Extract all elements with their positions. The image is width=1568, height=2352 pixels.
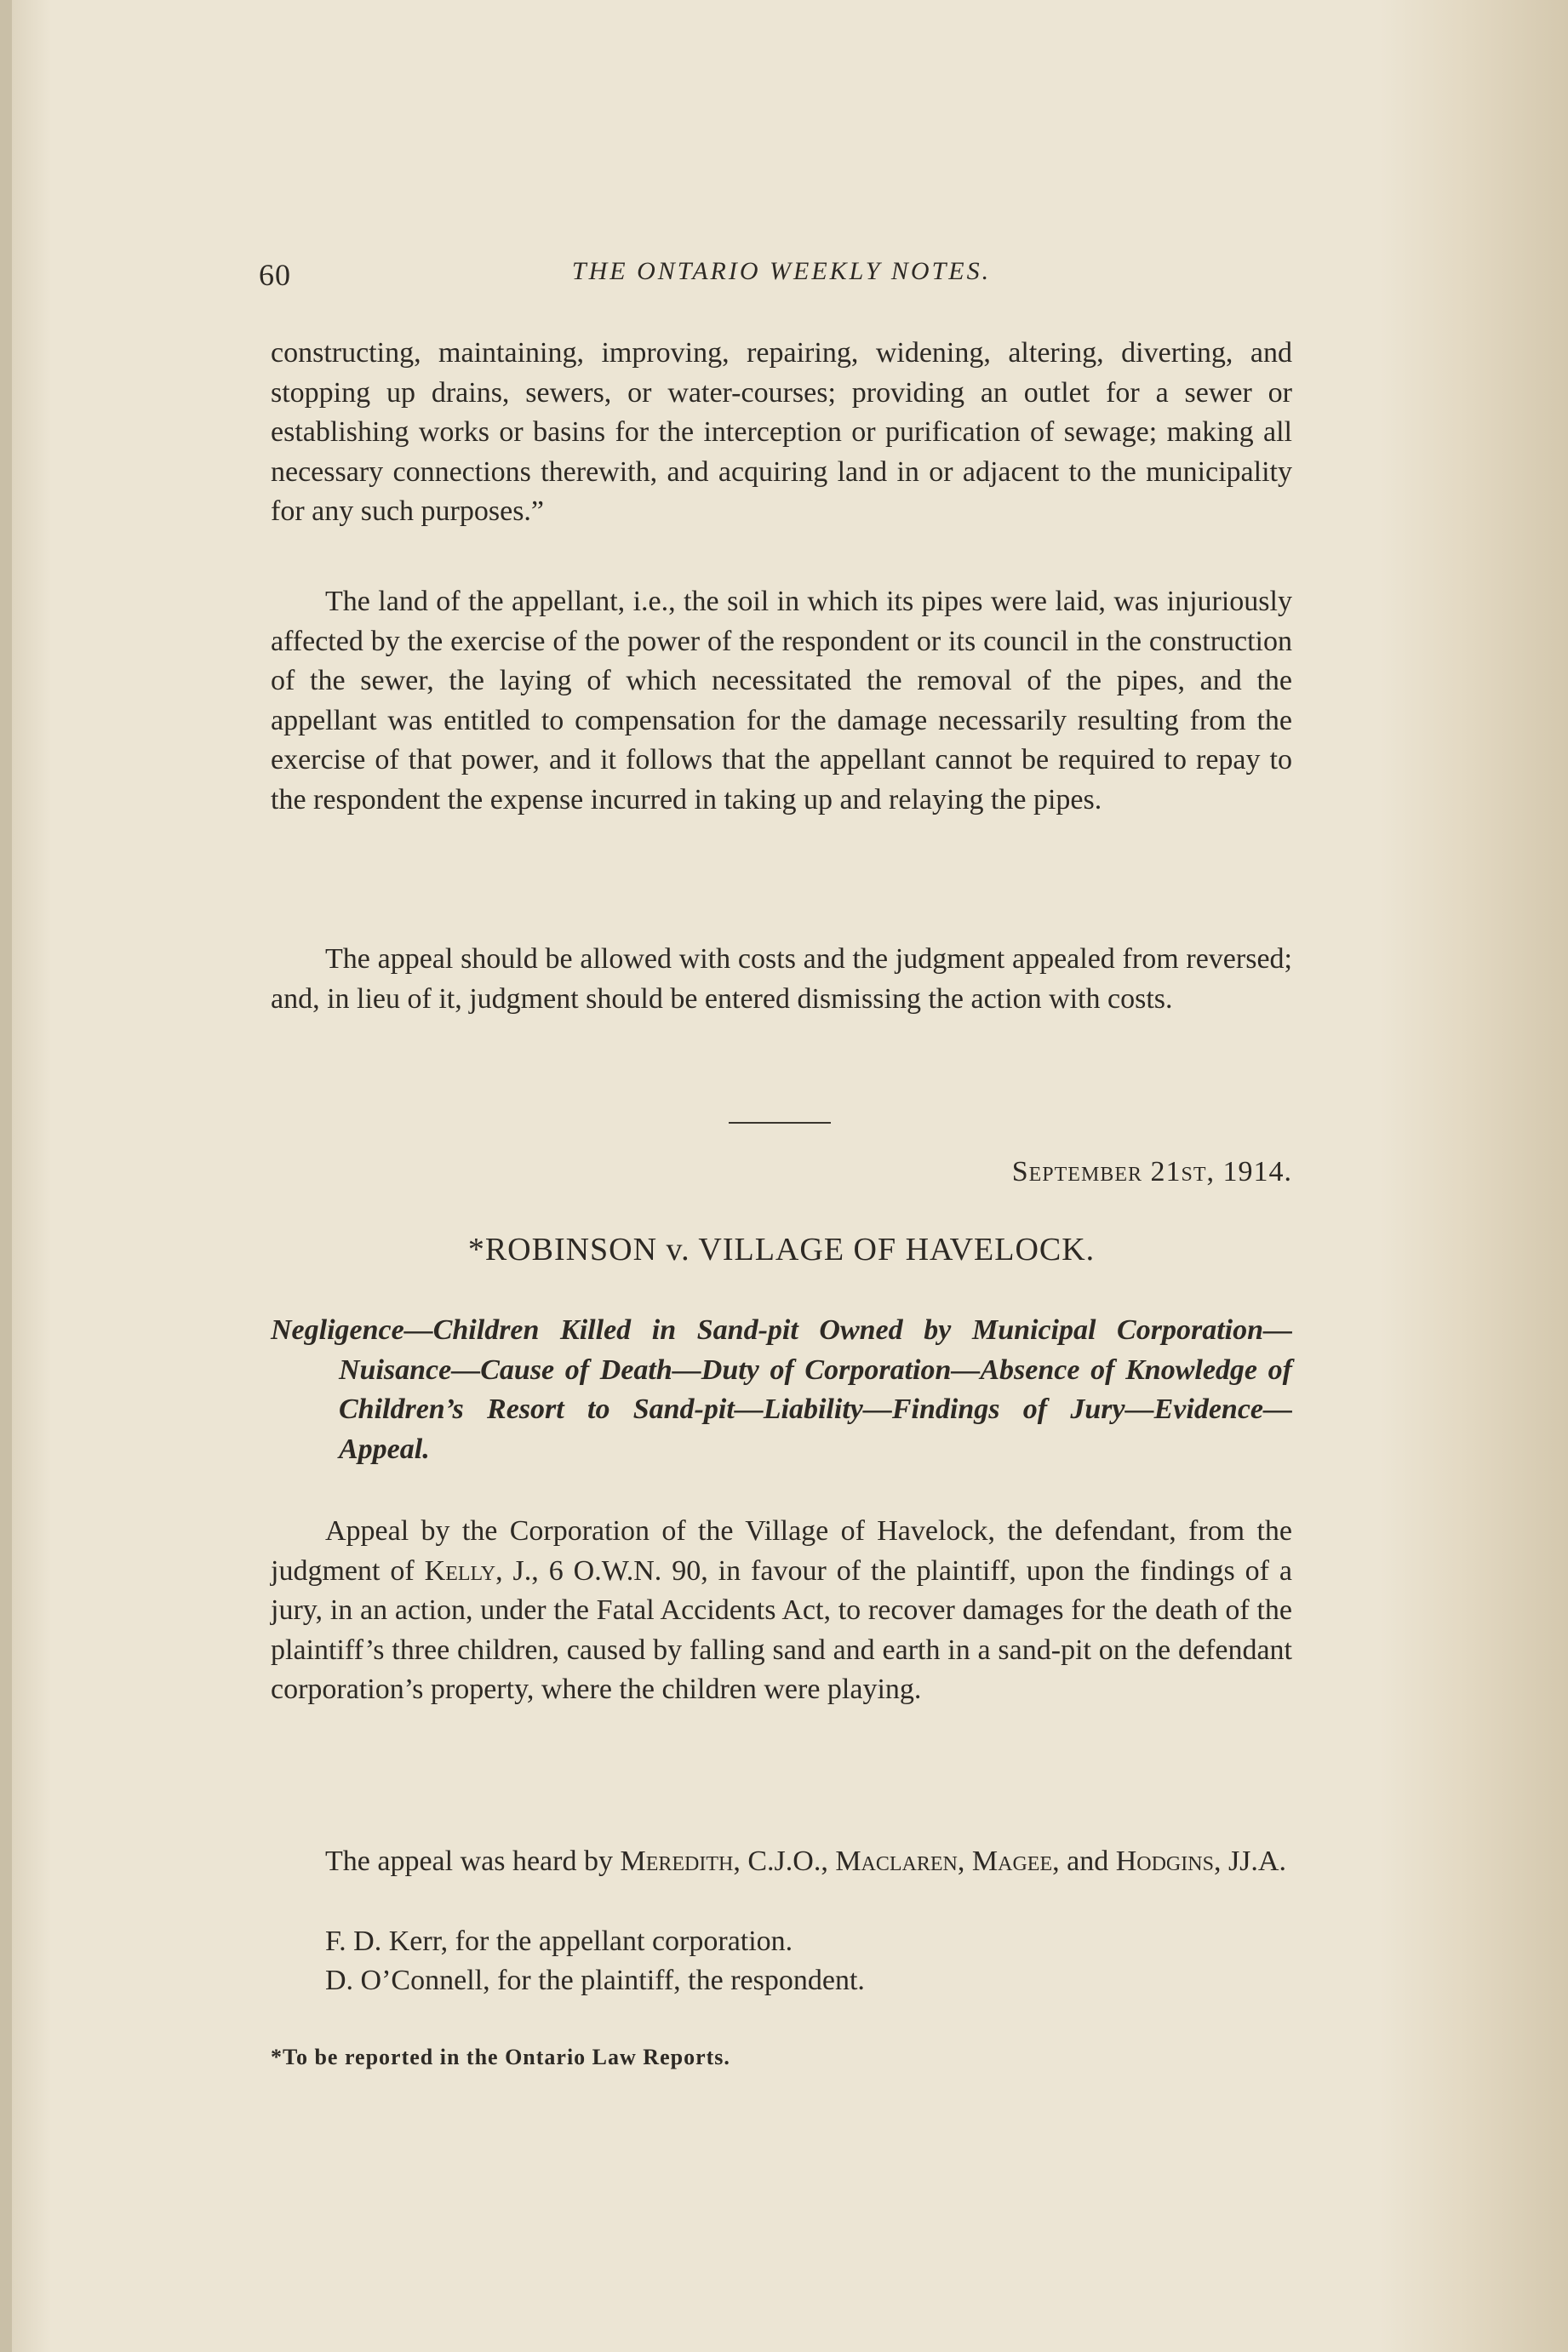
footnote: *To be reported in the Ontario Law Reports. <box>271 2045 730 2069</box>
page-header <box>259 257 1292 300</box>
body-paragraph-conclusion: The appeal should be allowed with costs and the judgment appealed from reversed; and, in lieu of it, judgment should be entered dismissing the action with costs. <box>271 943 1292 1015</box>
counsel-appellant: F. D. Kerr, for the appellant corporation. <box>325 1926 793 1957</box>
body-paragraph-compensation: The land of the appellant, i.e., the soil in which its pipes were laid, was injuriously affected by the exercise of the power of the respondent or its council in the construction of the sewer, the laying of which necessitated the removal of the pipes, and the appellant was entitled to compensation for the damage necessarily resulting from the exercise of that power, and it follows that the appellant cannot be required to repay to the respondent the expense incurred in taking up and relaying the pipes. <box>271 586 1292 815</box>
heard-text-1: The appeal was heard by <box>325 1846 621 1877</box>
page-number: 60 <box>259 258 291 292</box>
appeal-text-start: Appeal by the Corporation of the Village of Havelock, the defendant, from the judgment of <box>271 1515 1292 1587</box>
judge-name: Hodgins <box>1115 1846 1214 1877</box>
appeal-paragraph <box>271 1512 1292 1710</box>
case-title: *ROBINSON v. VILLAGE OF HAVELOCK. <box>467 1232 1096 1268</box>
decision-date: September 21st, 1914. <box>1011 1156 1292 1187</box>
heard-text-3: , <box>957 1846 972 1877</box>
page-gutter-edge <box>0 0 12 2352</box>
appeal-text-end: , J., 6 O.W.N. 90, in favour of the plaintiff, upon the findings of a jury, in an action, under the Fatal Accidents Act, to recover damages for the death of the plaintiff’s three children, caused by falling sand and earth in a sand-pit on the defendant corporation’s property, where the children were playing. <box>271 1554 1292 1706</box>
body-paragraph-continued: constructing, maintaining, improving, repairing, widening, altering, diverting, and stopping up drains, sewers, or water-courses; providing an outlet for a sewer or establishing works or basins for the interception or purification of sewage; making all necessary connections therewith, and acquiring land in or adjacent to the municipality for any such purposes.” <box>271 337 1292 528</box>
judge-name: Maclaren <box>835 1846 958 1877</box>
heard-text-2: , C.J.O., <box>733 1846 836 1877</box>
heard-text-4: , and <box>1052 1846 1116 1877</box>
section-divider <box>729 1122 831 1124</box>
heard-text-5: , JJ.A. <box>1213 1846 1286 1877</box>
running-title: THE ONTARIO WEEKLY NOTES. <box>571 257 992 285</box>
counsel-respondent: D. O’Connell, for the plaintiff, the respondent. <box>325 1965 865 1996</box>
heard-by-paragraph <box>271 1842 1292 1882</box>
judge-name: Kelly <box>424 1554 496 1587</box>
headnote: Negligence—Children Killed in Sand-pit Owned by Municipal Corporation—Nuisance—Cause of Death—Duty of Corporation—Absence of Knowledge of Children’s Resort to Sand-pit—Liability—Findings of Jury—Evidence—Appeal. <box>271 1314 1292 1465</box>
judge-name: Magee <box>971 1846 1053 1877</box>
judge-name: Meredith <box>620 1846 734 1877</box>
